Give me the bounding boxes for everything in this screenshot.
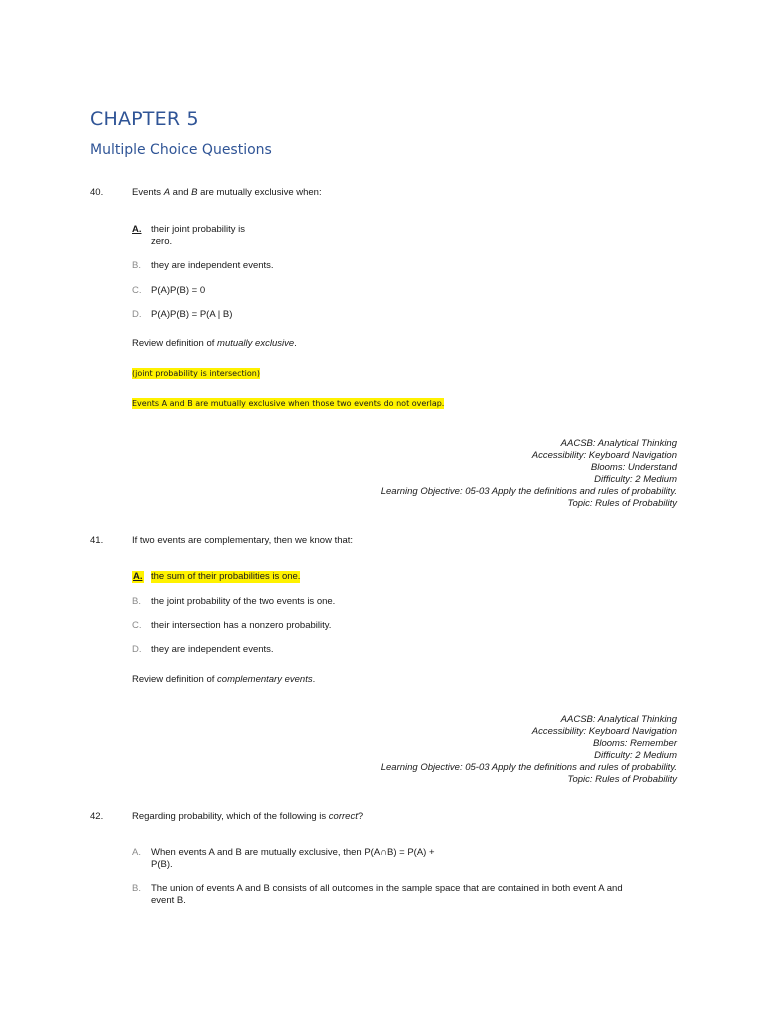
stem-part: and <box>170 187 192 198</box>
option-text <box>151 883 623 907</box>
question-text <box>132 811 363 823</box>
option-line: The union of events A and B consists of all outcomes in the sample space that are contained in both event A and <box>151 883 623 894</box>
option-line: zero. <box>151 236 173 247</box>
question-number: 41. <box>90 535 104 546</box>
option-text <box>151 847 435 871</box>
option-line: event B. <box>151 895 186 906</box>
option-a <box>132 224 692 250</box>
meta-accessibility: Accessibility: Keyboard Navigation <box>531 726 677 737</box>
option-line: When events A and B are mutually exclusive, then P(A∩B) = P(A) + <box>151 847 435 858</box>
review-prefix: Review definition of <box>132 338 218 349</box>
meta-topic: Topic: Rules of Probability <box>567 774 677 785</box>
stem-part: Regarding probability, which of the following is <box>132 811 329 822</box>
question-text: If two events are complementary, then we know that: <box>132 535 354 546</box>
highlighted-note: Events A and B are mutually exclusive when those two events do not overlap. <box>132 399 445 408</box>
option-line: their joint probability is <box>151 224 245 235</box>
option-line: P(B). <box>151 859 173 870</box>
stem-part: Events <box>132 187 164 198</box>
option-text: their intersection has a nonzero probability. <box>151 620 332 631</box>
option-letter: A. <box>133 571 143 582</box>
review-suffix: . <box>294 338 297 349</box>
stem-term: correct <box>328 811 358 822</box>
review-term: mutually exclusive <box>217 338 295 349</box>
chapter-title: CHAPTER 5 <box>90 108 199 130</box>
question-metadata <box>381 438 677 510</box>
option-text: they are independent events. <box>151 260 274 271</box>
review-suffix: . <box>312 674 316 685</box>
option-text: they are independent events. <box>151 644 274 655</box>
question-metadata <box>381 714 677 786</box>
meta-difficulty: Difficulty: 2 Medium <box>594 750 677 761</box>
meta-objective: Learning Objective: 05-03 Apply the definitions and rules of probability. <box>380 762 677 773</box>
option-text: the joint probability of the two events is one. <box>151 596 336 607</box>
meta-blooms: Blooms: Understand <box>590 462 677 473</box>
review-note <box>132 338 297 350</box>
meta-topic: Topic: Rules of Probability <box>567 498 677 509</box>
stem-part: are mutually exclusive when: <box>197 187 322 198</box>
option-letter: B. <box>132 596 141 607</box>
stem-part: A <box>163 187 171 198</box>
meta-difficulty: Difficulty: 2 Medium <box>594 474 677 485</box>
stem-part: B <box>191 187 198 198</box>
review-note <box>132 674 315 686</box>
meta-aacsb: AACSB: Analytical Thinking <box>560 438 677 449</box>
option-letter: D. <box>132 644 142 655</box>
review-prefix: Review definition of <box>132 674 218 685</box>
option-text: the sum of their probabilities is one. <box>151 571 301 582</box>
review-term: complementary events <box>217 674 313 685</box>
option-text: P(A)P(B) = P(A | B) <box>151 309 233 320</box>
option-letter: C. <box>132 285 142 296</box>
option-text <box>151 224 245 248</box>
option-letter: B. <box>132 883 141 894</box>
meta-blooms: Blooms: Remember <box>593 738 677 749</box>
option-letter: D. <box>132 309 142 320</box>
meta-aacsb: AACSB: Analytical Thinking <box>560 714 677 725</box>
option-a <box>132 847 692 873</box>
highlighted-note: (joint probability is intersection) <box>132 369 260 378</box>
meta-accessibility: Accessibility: Keyboard Navigation <box>531 450 677 461</box>
option-text: P(A)P(B) = 0 <box>151 285 206 296</box>
option-letter: A. <box>132 224 142 235</box>
section-title: Multiple Choice Questions <box>90 142 272 158</box>
stem-part: ? <box>357 811 364 822</box>
option-letter: B. <box>132 260 141 271</box>
question-number: 42. <box>90 811 104 822</box>
option-letter: A. <box>132 847 141 858</box>
option-b <box>132 883 692 909</box>
question-text <box>132 187 322 199</box>
option-letter: C. <box>132 620 142 631</box>
question-number: 40. <box>90 187 104 198</box>
meta-objective: Learning Objective: 05-03 Apply the definitions and rules of probability. <box>380 486 677 497</box>
